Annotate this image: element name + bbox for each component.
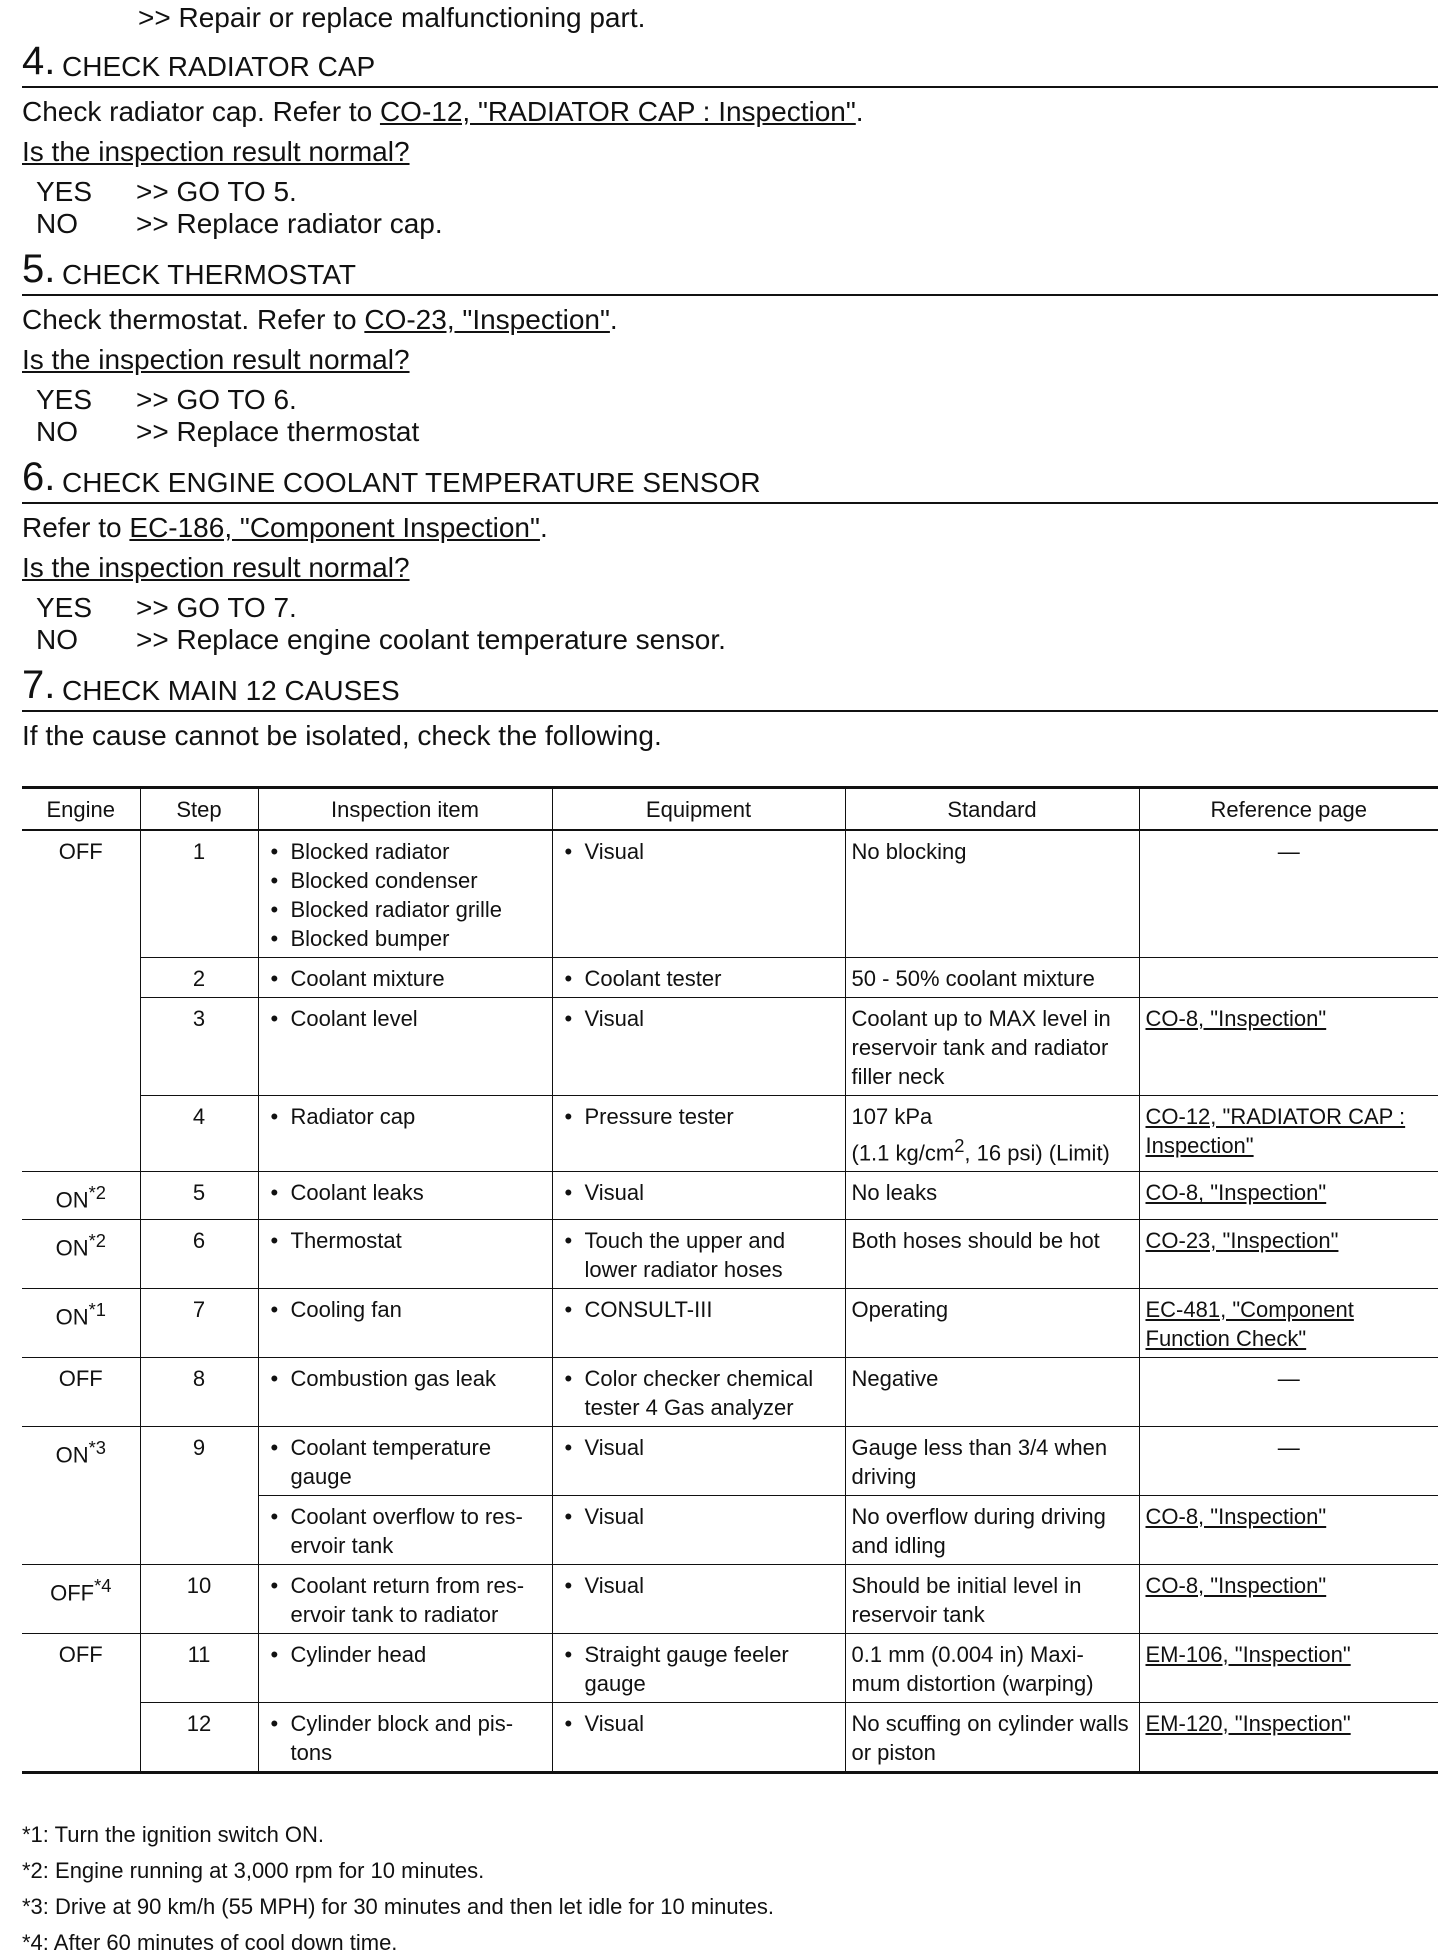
step-number: 5. <box>22 247 56 291</box>
standard-value: 107 kPa <box>851 1104 933 1129</box>
standard-cell: No blocking <box>845 830 1139 958</box>
bullet-item: • Coolant level <box>291 1004 546 1033</box>
reference-link[interactable]: CO-23, "Inspection" <box>1145 1227 1339 1253</box>
step-5-instruction <box>22 304 618 336</box>
yes-action: >> GO TO 5. <box>136 176 297 207</box>
standard-text: (1.1 kg/cm <box>851 1140 955 1166</box>
step-number: 6. <box>22 455 56 499</box>
bullet-item: • Thermostat <box>291 1226 546 1255</box>
bullet-item: • Combustion gas leak <box>291 1364 546 1393</box>
engine-state: OFF <box>50 1579 95 1605</box>
step-title: CHECK THERMOSTAT <box>62 259 357 290</box>
equipment-cell <box>552 1288 845 1357</box>
bullet-item: • Radiator cap <box>291 1102 546 1131</box>
inspection-item-cell <box>258 1096 552 1172</box>
engine-state: ON <box>55 1303 89 1329</box>
step-cell: 9 <box>140 1426 258 1495</box>
standard-text: , 16 psi) (Limit) <box>964 1140 1110 1166</box>
bullet-item: • Straight gauge feeler gauge <box>585 1640 839 1698</box>
bullet-item: • Visual <box>585 1004 839 1033</box>
standard-cell: Gauge less than 3/4 when driving <box>845 1426 1139 1495</box>
step-7-instruction: If the cause cannot be isolated, check the following. <box>22 720 662 751</box>
step-cell: 1 <box>140 830 258 958</box>
standard-detail <box>852 1131 1133 1167</box>
engine-state: ON <box>55 1234 89 1260</box>
step-cell: 12 <box>140 1702 258 1772</box>
bullet-item: • Blocked radiator grille <box>291 895 546 924</box>
step-7-header <box>22 660 1438 712</box>
bullet-item: • Visual <box>585 1709 839 1738</box>
step-5-question: Is the inspection result normal? <box>22 344 410 375</box>
table-row <box>22 1096 1438 1172</box>
bullet-item: • Coolant tester <box>585 964 839 993</box>
yes-label: YES <box>36 176 93 207</box>
main-causes-table <box>22 786 1438 1774</box>
equipment-cell <box>552 1357 845 1426</box>
inspection-item-cell <box>258 998 552 1096</box>
no-label: NO <box>36 416 78 447</box>
footnote: *1: Turn the ignition switch ON. <box>22 1822 325 1847</box>
inspection-item-cell <box>258 1564 552 1633</box>
reference-link[interactable]: CO-12, "RADIATOR CAP : Inspection" <box>379 96 856 127</box>
table-row <box>22 1219 1438 1288</box>
table-row <box>22 958 1438 998</box>
standard-cell: No leaks <box>845 1172 1139 1219</box>
reference-cell <box>1139 958 1438 998</box>
standard-cell: 0.1 mm (0.004 in) Maxi- mum distortion (warping) <box>845 1633 1139 1702</box>
equipment-cell <box>552 1633 845 1702</box>
step-number: 7. <box>22 663 56 707</box>
reference-link[interactable]: CO-8, "Inspection" <box>1145 1503 1327 1529</box>
table-row <box>22 1357 1438 1426</box>
engine-cell <box>22 1219 140 1288</box>
reference-cell <box>1139 1288 1438 1357</box>
reference-cell <box>1139 998 1438 1096</box>
footnote-mark: *3 <box>88 1436 106 1458</box>
step-6-header <box>22 452 1438 504</box>
bullet-item: • Coolant return from res- ervoir tank to radiator <box>291 1571 546 1629</box>
bullet-item: • Pressure tester <box>585 1102 839 1131</box>
step-title: CHECK RADIATOR CAP <box>62 51 376 82</box>
inspection-item-cell <box>258 1288 552 1357</box>
step-cell: 4 <box>140 1096 258 1172</box>
table-row <box>22 1702 1438 1772</box>
yes-label: YES <box>36 384 93 415</box>
table-row <box>22 1495 1438 1564</box>
reference-cell <box>1139 1172 1438 1219</box>
step-cell: 5 <box>140 1172 258 1219</box>
intro-text: >> Repair or replace malfunctioning part. <box>138 2 646 33</box>
footnote: *4: After 60 minutes of cool down time. <box>22 1930 398 1955</box>
engine-cell <box>22 1702 140 1772</box>
bullet-item: • Blocked bumper <box>291 924 546 953</box>
bullet-item: • Blocked radiator <box>291 837 546 866</box>
equipment-cell <box>552 830 845 958</box>
reference-link[interactable]: CO-23, "Inspection" <box>364 304 610 335</box>
reference-link[interactable]: EC-186, "Component Inspection" <box>129 512 540 543</box>
instruction-text: Check thermostat. Refer to <box>22 304 365 335</box>
column-header: Equipment <box>552 788 845 831</box>
inspection-item-cell <box>258 1495 552 1564</box>
inspection-item-cell <box>258 1426 552 1495</box>
reference-link[interactable]: EM-106, "Inspection" <box>1145 1641 1351 1667</box>
reference-cell <box>1139 1495 1438 1564</box>
yes-action: >> GO TO 7. <box>136 592 297 623</box>
inspection-item-cell <box>258 1219 552 1288</box>
bullet-item: • Coolant temperature gauge <box>291 1433 546 1491</box>
bullet-item: • Visual <box>585 1178 839 1207</box>
reference-cell: — <box>1139 830 1438 958</box>
equipment-cell <box>552 1096 845 1172</box>
step-cell: 11 <box>140 1633 258 1702</box>
engine-cell <box>22 1096 140 1172</box>
no-action: >> Replace engine coolant temperature sensor. <box>136 624 726 655</box>
reference-link[interactable]: EC-481, "Component Function Check" <box>1145 1296 1354 1351</box>
column-header: Step <box>140 788 258 831</box>
bullet-item: • Coolant overflow to res- ervoir tank <box>291 1502 546 1560</box>
footnote-mark: *2 <box>88 1182 106 1204</box>
table-row <box>22 830 1438 958</box>
step-cell <box>140 1495 258 1564</box>
no-label: NO <box>36 624 78 655</box>
standard-cell: 50 - 50% coolant mixture <box>845 958 1139 998</box>
step-cell: 6 <box>140 1219 258 1288</box>
reference-cell <box>1139 1564 1438 1633</box>
table-row <box>22 998 1438 1096</box>
standard-cell: Coolant up to MAX level in reservoir tank and radiator filler neck <box>845 998 1139 1096</box>
column-header: Engine <box>22 788 140 831</box>
inspection-item-cell <box>258 1172 552 1219</box>
bullet-item: • Visual <box>585 1502 839 1531</box>
bullet-item: • Cooling fan <box>291 1295 546 1324</box>
step-6-question: Is the inspection result normal? <box>22 552 410 583</box>
bullet-item: • Cylinder head <box>291 1640 546 1669</box>
step-6-instruction <box>22 512 548 544</box>
engine-cell: OFF <box>22 1633 140 1702</box>
no-label: NO <box>36 208 78 239</box>
bullet-item: • Visual <box>585 837 839 866</box>
table-header-row <box>22 788 1438 831</box>
inspection-item-cell <box>258 1357 552 1426</box>
bullet-item: • Visual <box>585 1433 839 1462</box>
inspection-item-cell <box>258 1633 552 1702</box>
no-action: >> Replace radiator cap. <box>136 208 443 239</box>
engine-cell: OFF <box>22 830 140 958</box>
instruction-text: Check radiator cap. Refer to <box>22 96 380 127</box>
table-row <box>22 1426 1438 1495</box>
reference-cell <box>1139 1219 1438 1288</box>
reference-link[interactable]: CO-8, "Inspection" <box>1145 1006 1327 1031</box>
equipment-cell <box>552 1564 845 1633</box>
reference-link[interactable]: CO-12, "RADIATOR CAP : Inspection" <box>1145 1104 1406 1158</box>
step-cell: 3 <box>140 998 258 1096</box>
punctuation: . <box>539 512 548 543</box>
footnote-mark: *2 <box>88 1229 106 1251</box>
bullet-item: • Blocked condenser <box>291 866 546 895</box>
standard-cell: Operating <box>845 1288 1139 1357</box>
engine-cell <box>22 1172 140 1219</box>
reference-link[interactable]: EM-120, "Inspection" <box>1145 1710 1351 1736</box>
standard-cell: No scuffing on cylinder walls or piston <box>845 1702 1139 1772</box>
step-title: CHECK ENGINE COOLANT TEMPERATURE SENSOR <box>62 467 761 498</box>
reference-link[interactable]: CO-8, "Inspection" <box>1145 1572 1327 1598</box>
punctuation: . <box>609 304 618 335</box>
equipment-cell <box>552 1495 845 1564</box>
table-row <box>22 1633 1438 1702</box>
inspection-item-cell <box>258 958 552 998</box>
standard-cell: Should be initial level in reservoir tank <box>845 1564 1139 1633</box>
inspection-item-cell <box>258 830 552 958</box>
bullet-item: • Touch the upper and lower radiator hoses <box>585 1226 839 1284</box>
bullet-item: • Coolant leaks <box>291 1178 546 1207</box>
bullet-item: • Coolant mixture <box>291 964 546 993</box>
reference-link[interactable]: CO-8, "Inspection" <box>1145 1180 1327 1206</box>
equipment-cell <box>552 998 845 1096</box>
standard-cell: Negative <box>845 1357 1139 1426</box>
engine-cell <box>22 958 140 998</box>
bullet-item: • Color checker chemical tester 4 Gas analyzer <box>585 1364 839 1422</box>
engine-cell <box>22 1564 140 1633</box>
footnote: *2: Engine running at 3,000 rpm for 10 minutes. <box>22 1858 485 1883</box>
standard-cell: Both hoses should be hot <box>845 1219 1139 1288</box>
reference-cell: — <box>1139 1357 1438 1426</box>
step-title: CHECK MAIN 12 CAUSES <box>62 675 400 706</box>
table-row <box>22 1172 1438 1219</box>
footnote-mark: *4 <box>94 1574 112 1596</box>
standard-cell <box>845 1096 1139 1172</box>
reference-cell: — <box>1139 1426 1438 1495</box>
reference-cell <box>1139 1633 1438 1702</box>
step-cell: 2 <box>140 958 258 998</box>
engine-cell: OFF <box>22 1357 140 1426</box>
standard-cell: No overflow during driving and idling <box>845 1495 1139 1564</box>
punctuation: . <box>855 96 864 127</box>
footnote-mark: *1 <box>88 1298 106 1320</box>
bullet-item: • Cylinder block and pis- tons <box>291 1709 546 1767</box>
table-row <box>22 1288 1438 1357</box>
equipment-cell <box>552 1219 845 1288</box>
table-row <box>22 1564 1438 1633</box>
engine-state: ON <box>55 1187 89 1213</box>
instruction-text: Refer to <box>22 512 130 543</box>
column-header: Reference page <box>1139 788 1438 831</box>
engine-cell <box>22 998 140 1096</box>
column-header: Standard <box>845 788 1139 831</box>
engine-cell <box>22 1288 140 1357</box>
engine-state: ON <box>55 1441 89 1467</box>
step-number: 4. <box>22 39 56 83</box>
step-4-header <box>22 36 1438 88</box>
reference-cell <box>1139 1096 1438 1172</box>
column-header: Inspection item <box>258 788 552 831</box>
yes-action: >> GO TO 6. <box>136 384 297 415</box>
engine-cell <box>22 1495 140 1564</box>
bullet-item: • Visual <box>585 1571 839 1600</box>
equipment-cell <box>552 1172 845 1219</box>
step-cell: 7 <box>140 1288 258 1357</box>
step-4-instruction <box>22 96 864 128</box>
bullet-item: • CONSULT-III <box>585 1295 839 1324</box>
engine-cell <box>22 1426 140 1495</box>
inspection-item-cell <box>258 1702 552 1772</box>
reference-cell <box>1139 1702 1438 1772</box>
step-4-question: Is the inspection result normal? <box>22 136 410 167</box>
yes-label: YES <box>36 592 93 623</box>
step-cell: 10 <box>140 1564 258 1633</box>
equipment-cell <box>552 1426 845 1495</box>
footnote: *3: Drive at 90 km/h (55 MPH) for 30 minutes and then let idle for 10 minutes. <box>22 1894 775 1919</box>
superscript: 2 <box>954 1135 965 1156</box>
step-cell: 8 <box>140 1357 258 1426</box>
no-action: >> Replace thermostat <box>136 416 420 447</box>
equipment-cell <box>552 958 845 998</box>
equipment-cell <box>552 1702 845 1772</box>
step-5-header <box>22 244 1438 296</box>
